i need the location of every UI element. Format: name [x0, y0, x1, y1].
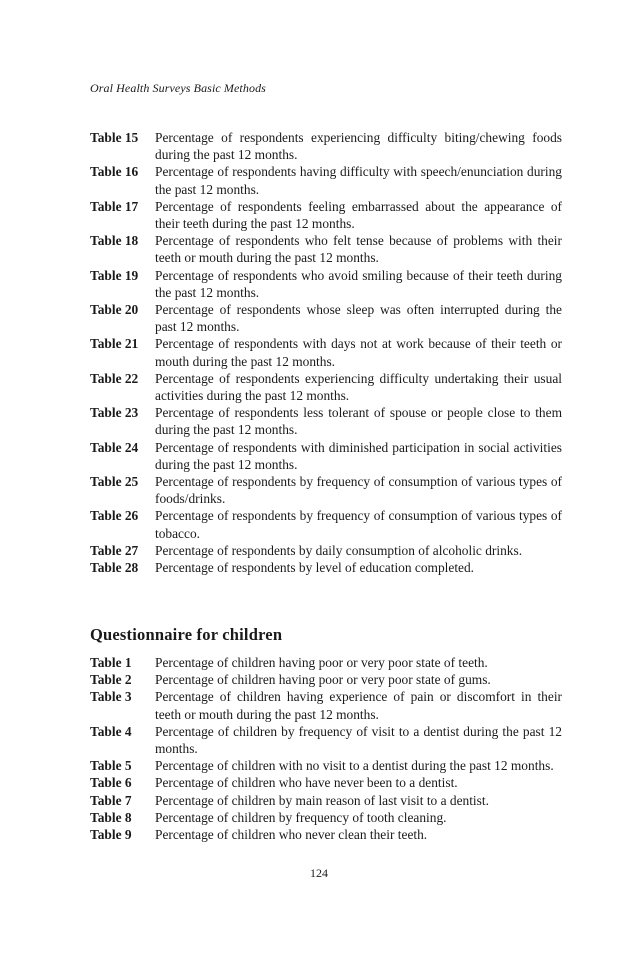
- table-entry: [90, 792, 562, 809]
- table-description: Percentage of respondents experiencing difficulty biting/chewing foods during the past 12 months.: [155, 130, 562, 163]
- table-label: Table 27: [90, 542, 139, 558]
- table-description: Percentage of respondents who avoid smiling because of their teeth during the past 12 months.: [155, 267, 562, 300]
- table-entry: [90, 654, 562, 671]
- table-label: Table 18: [90, 233, 139, 249]
- table-entry: [90, 473, 562, 507]
- table-label: Table 22: [90, 370, 139, 386]
- table-description: Percentage of respondents with days not at work because of their teeth or mouth during the past 12 months.: [155, 336, 562, 369]
- adult-table-list: [90, 129, 562, 576]
- table-description: Percentage of children by main reason of last visit to a dentist.: [155, 792, 489, 808]
- table-entry: [90, 129, 562, 163]
- table-description: Percentage of respondents having difficulty with speech/enunciation during the past 12 months.: [155, 164, 562, 197]
- table-label: Table 5: [90, 758, 132, 774]
- table-description: Percentage of respondents by level of education completed.: [155, 560, 475, 576]
- table-description: Percentage of children with no visit to a dentist during the past 12 months.: [155, 758, 554, 774]
- table-entry: [90, 267, 562, 301]
- table-label: Table 16: [90, 164, 139, 180]
- table-label: Table 19: [90, 267, 139, 283]
- table-label: Table 25: [90, 474, 139, 490]
- table-description: Percentage of children by frequency of tooth cleaning.: [155, 809, 447, 825]
- table-entry: [90, 559, 562, 576]
- table-label: Table 23: [90, 405, 139, 421]
- table-description: Percentage of respondents less tolerant of spouse or people close to them during the past 12 months.: [155, 405, 562, 438]
- table-entry: [90, 542, 562, 559]
- table-entry: [90, 439, 562, 473]
- table-entry: [90, 723, 562, 757]
- table-entry: [90, 809, 562, 826]
- table-entry: [90, 826, 562, 843]
- table-entry: [90, 198, 562, 232]
- table-label: Table 7: [90, 792, 132, 808]
- table-label: Table 26: [90, 508, 139, 524]
- table-description: Percentage of respondents feeling embarrassed about the appearance of their teeth during the past 12 months.: [155, 198, 562, 232]
- table-label: Table 9: [90, 827, 132, 843]
- table-description: Percentage of respondents experiencing difficulty undertaking their usual activities during the past 12 months.: [155, 370, 562, 404]
- table-entry: [90, 757, 562, 774]
- table-label: Table 28: [90, 560, 139, 576]
- table-description: Percentage of children who have never been to a dentist.: [155, 775, 458, 791]
- table-label: Table 15: [90, 130, 139, 145]
- section-heading-children: Questionnaire for children: [90, 625, 283, 644]
- table-description: Percentage of respondents by frequency of consumption of various types of tobacco.: [155, 508, 562, 541]
- table-label: Table 21: [90, 336, 139, 352]
- table-description: Percentage of respondents who felt tense because of problems with their teeth or mouth during the past 12 months.: [155, 233, 562, 266]
- table-entry: [90, 301, 562, 335]
- table-description: Percentage of children having poor or very poor state of teeth.: [155, 655, 488, 670]
- table-entry: [90, 404, 562, 438]
- table-entry: [90, 507, 562, 541]
- table-entry: [90, 370, 562, 404]
- table-description: Percentage of children by frequency of visit to a dentist during the past 12 months.: [155, 723, 562, 757]
- table-label: Table 20: [90, 302, 139, 318]
- table-label: Table 2: [90, 672, 132, 688]
- table-entry: [90, 232, 562, 266]
- table-entry: [90, 335, 562, 369]
- children-table-list: [90, 654, 562, 843]
- table-label: Table 3: [90, 689, 132, 705]
- table-description: Percentage of children having experience of pain or discomfort in their teeth or mouth during the past 12 months.: [155, 689, 562, 722]
- table-description: Percentage of respondents with diminished participation in social activities during the past 12 months.: [155, 439, 562, 472]
- table-description: Percentage of children having poor or very poor state of gums.: [155, 672, 491, 688]
- table-description: Percentage of children who never clean their teeth.: [155, 827, 428, 843]
- table-description: Percentage of respondents by daily consumption of alcoholic drinks.: [155, 542, 523, 558]
- page-number: 124: [310, 866, 328, 880]
- table-label: Table 1: [90, 655, 132, 670]
- running-header: Oral Health Surveys Basic Methods: [90, 81, 266, 95]
- table-entry: [90, 671, 562, 688]
- table-label: Table 24: [90, 439, 139, 455]
- table-label: Table 8: [90, 809, 132, 825]
- table-description: Percentage of respondents by frequency of consumption of various types of foods/drinks.: [155, 474, 562, 507]
- table-entry: [90, 774, 562, 791]
- table-entry: [90, 688, 562, 722]
- table-label: Table 4: [90, 723, 132, 739]
- table-label: Table 17: [90, 198, 139, 214]
- table-description: Percentage of respondents whose sleep was often interrupted during the past 12 months.: [155, 302, 562, 335]
- table-entry: [90, 163, 562, 197]
- table-label: Table 6: [90, 775, 132, 791]
